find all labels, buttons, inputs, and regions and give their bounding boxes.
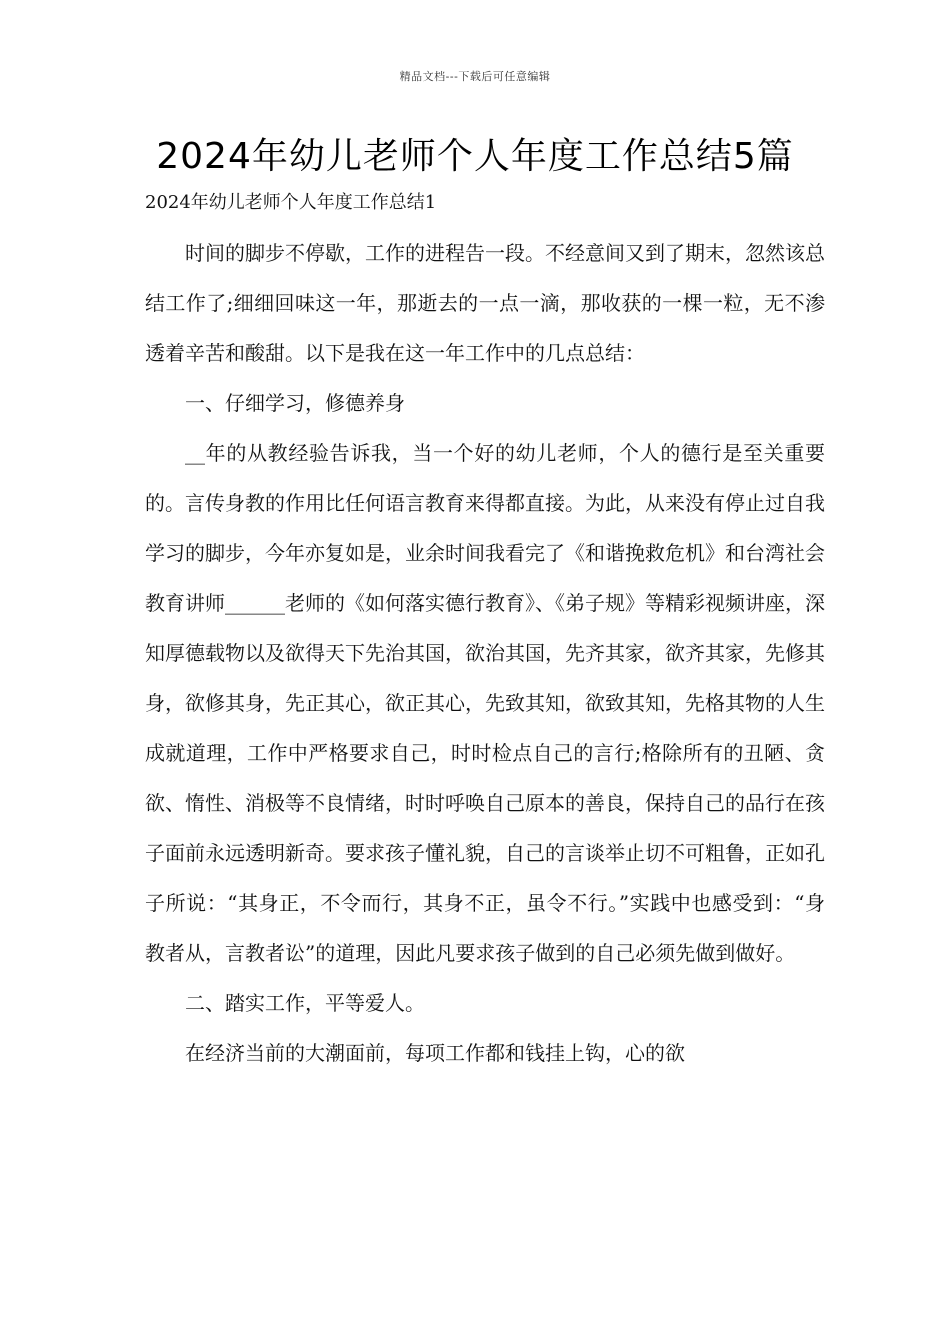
paragraph-section-1: __年的从教经验告诉我，当一个好的幼儿老师，个人的德行是至关重要的。言传身教的作用比任何语言教育来得都直接。为此，从来没有停止过自我学习的脚步，今年亦复如是，业余时间我看完了《和谐挽救危机》和台湾社会教育讲师______老师的《如何落实德行教育》、《弟子规》等精彩视频讲座，深知厚德载物以及欲得天下先治其国，欲治其国，先齐其家，欲齐其家，先修其身，欲修其身，先正其心，欲正其心，先致其知，欲致其知，先格其物的人生成就道理，工作中严格要求自己，时时检点自己的言行;格除所有的丑陋、贪欲、惰性、消极等不良情绪，时时呼唤自己原本的善良，保持自己的品行在孩子面前永远透明新奇。要求孩子懂礼貌，自己的言谈举止切不可粗鲁，正如孔子所说：“其身正，不令而行，其身不正，虽令不行。”实践中也感受到：“身教者从，言教者讼”的道理，因此凡要求孩子做到的自己必须先做到做好。	[145, 441, 825, 965]
header-note: 精品文档---下载后可任意编辑	[399, 70, 551, 83]
paragraph-section-2: 在经济当前的大潮面前，每项工作都和钱挂上钩，心的欲	[185, 1041, 685, 1065]
document-body	[145, 228, 825, 1078]
section-heading-2: 二、踏实工作，平等爱人。	[185, 991, 425, 1015]
document-title: 2024年幼儿老师个人年度工作总结5篇	[156, 136, 794, 177]
document-subtitle: 2024年幼儿老师个人年度工作总结1	[145, 192, 437, 213]
section-heading-1: 一、仔细学习，修德养身	[185, 391, 405, 415]
paragraph-intro: 时间的脚步不停歇，工作的进程告一段。不经意间又到了期末，忽然该总结工作了;细细回味这一年，那逝去的一点一滴，那收获的一棵一粒，无不渗透着辛苦和酸甜。以下是我在这一年工作中的几点总结：	[145, 241, 825, 365]
